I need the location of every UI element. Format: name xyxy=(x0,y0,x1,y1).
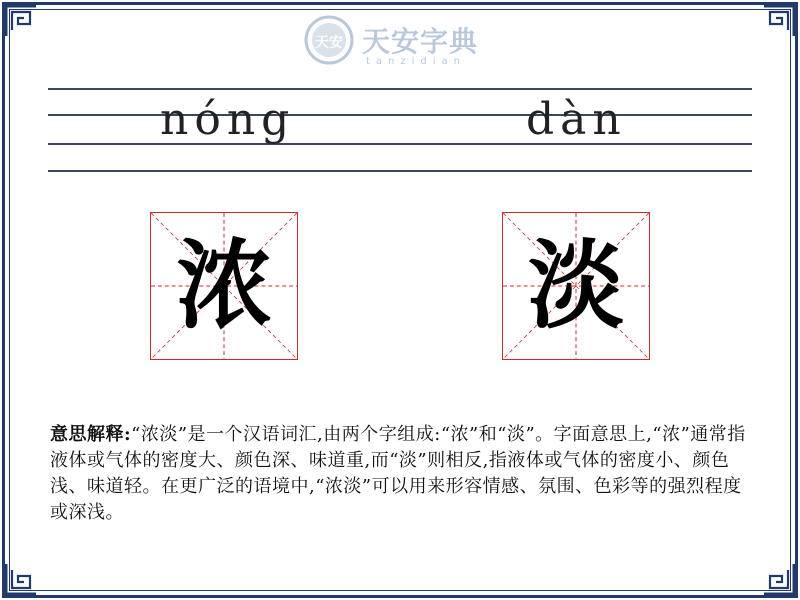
pinyin-guide-line xyxy=(48,88,752,90)
pinyin-four-line-grid xyxy=(48,88,752,172)
character-grid-first xyxy=(150,212,298,360)
pinyin-first: nóng xyxy=(160,94,296,145)
logo-seal-icon xyxy=(304,15,354,65)
explanation-label: 意思解释 xyxy=(50,424,124,445)
character-grid-second xyxy=(502,212,650,360)
logo-seal-text: 天安 xyxy=(315,35,343,51)
character-second: 淡 xyxy=(528,230,624,342)
corner-ornament-bottom-right xyxy=(762,562,796,596)
logo-subtitle: tanzidian xyxy=(366,56,467,67)
explanation-text: “浓淡”是一个汉语词汇,由两个字组成:“浓”和“淡”。字面意思上,“浓”通常指液体或气体的密度大、颜色深、味道重,而“淡”则相反,指液体或气体的密度小、颜色浅、味道轻。在更广泛的语境中,“浓淡”可以用来形容情感、氛围、色彩等的强烈程度或深浅。 xyxy=(50,424,746,523)
pinyin-guide-line xyxy=(48,114,752,116)
explanation-paragraph xyxy=(50,422,752,526)
corner-ornament-top-left xyxy=(4,4,38,38)
logo-name: 天安字典 xyxy=(362,25,479,58)
explanation-separator: : xyxy=(124,424,132,445)
pinyin-second: dàn xyxy=(526,94,627,145)
pinyin-guide-line xyxy=(48,143,752,145)
character-first: 浓 xyxy=(176,230,272,342)
corner-ornament-top-right xyxy=(762,4,796,38)
site-logo-watermark xyxy=(300,12,500,70)
corner-ornament-bottom-left xyxy=(4,562,38,596)
pinyin-guide-line xyxy=(48,170,752,172)
